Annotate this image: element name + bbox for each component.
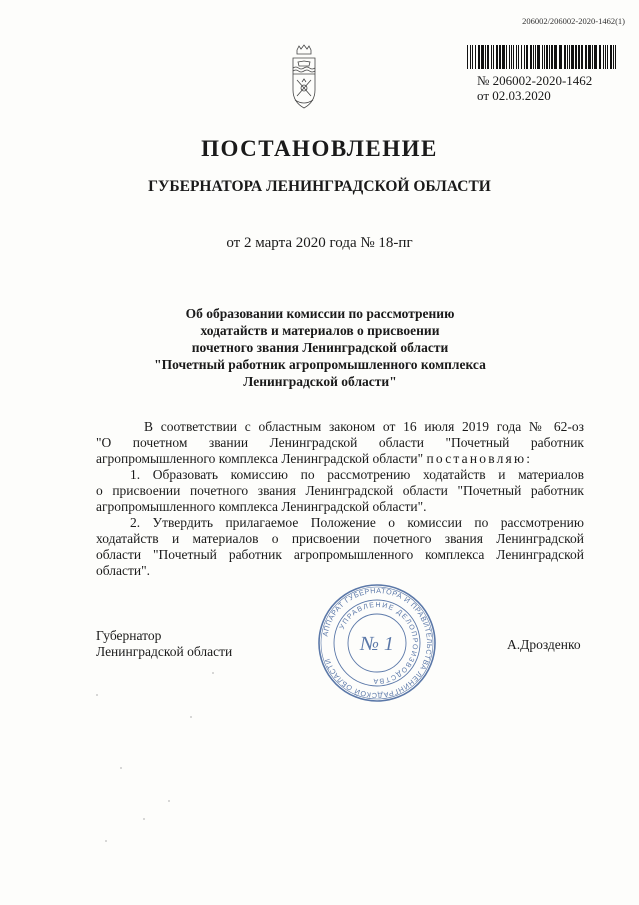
barcode-bar [578, 45, 580, 69]
barcode-bar [485, 45, 486, 69]
body-line: 2. Утвердить прилагаемое Положение о комиссии по рассмотрению [130, 515, 584, 530]
coat-of-arms-icon [285, 44, 323, 112]
barcode-bar [521, 45, 522, 69]
body-line: области". [96, 563, 151, 578]
barcode-bar [594, 45, 597, 69]
barcode-bar [564, 45, 566, 69]
barcode-bar [546, 45, 548, 69]
resolution-heading [140, 305, 500, 390]
barcode-bar [470, 45, 471, 69]
barcode-bar [569, 45, 570, 69]
body-line: ходатайств и материалов о присвоении почетного звания Ленинградской [96, 531, 584, 546]
body-line [96, 451, 584, 467]
heading-line: Ленинградской области" [243, 374, 397, 389]
document-subtitle: ГУБЕРНАТОРА ЛЕНИНГРАДСКОЙ ОБЛАСТИ [148, 178, 491, 195]
svg-text:АППАРАТ ГУБЕРНАТОРА И ПРАВИТЕЛ: АППАРАТ ГУБЕРНАТОРА И ПРАВИТЕЛЬСТВА ЛЕНИНГРАДСКОЙ ОБЛАСТИ [320, 585, 435, 701]
barcode-bar [585, 45, 587, 69]
barcode-bar [530, 45, 532, 69]
barcode-bar [491, 45, 492, 69]
barcode-bar [533, 45, 534, 69]
barcode-bar [475, 45, 476, 69]
barcode-bar [554, 45, 557, 69]
body-line: о присвоении почетного звания Ленинградской области "Почетный работник [96, 483, 584, 498]
barcode-bar [481, 45, 484, 69]
barcode-bar [615, 45, 616, 69]
barcode-bar [613, 45, 614, 69]
barcode-bar [571, 45, 574, 69]
body-line: "О почетном звании Ленинградской области "Почетный работник [96, 435, 584, 450]
barcode-bar [526, 45, 528, 69]
heading-line: "Почетный работник агропромышленного комплекса [154, 357, 486, 372]
barcode-bar [535, 45, 536, 69]
signatory-name: А.Дрозденко [507, 637, 581, 652]
barcode-bar [603, 45, 604, 69]
heading-line: почетного звания Ленинградской области [191, 340, 449, 355]
barcode-bar [537, 45, 540, 69]
barcode-bar [513, 45, 514, 69]
body-line: 1. Образовать комиссию по рассмотрению ходатайств и материалов [130, 467, 584, 482]
body-line: агропромышленного комплекса Ленинградской области". [96, 499, 427, 514]
barcode-bar [511, 45, 512, 69]
official-stamp [316, 582, 438, 704]
resolution-body [96, 419, 584, 579]
barcode-bar [549, 45, 550, 69]
barcode-bar [467, 45, 468, 69]
signatory-position [96, 628, 232, 660]
barcode-bar [551, 45, 553, 69]
barcode-bar [610, 45, 612, 69]
body-text: агропромышленного комплекса Ленинградской области" [96, 451, 424, 466]
heading-line: ходатайств и материалов о присвоении [200, 323, 440, 338]
registration-number: № 206002-2020-1462 [477, 73, 593, 88]
barcode-bar [493, 45, 494, 69]
barcode-bar [592, 45, 593, 69]
signatory-position-line: Губернатор [96, 628, 162, 643]
document-reference: 206002/206002-2020-1462(1) [522, 16, 625, 26]
barcode-bar [506, 45, 507, 69]
svg-text:УПРАВЛЕНИЕ ДЕЛОПРОИЗВОДСТВА: УПРАВЛЕНИЕ ДЕЛОПРОИЗВОДСТВА [338, 601, 419, 685]
body-line: В соответствии с областным законом от 16 июля 2019 года № 62-оз [144, 419, 584, 434]
barcode-bar [472, 45, 473, 69]
barcode-bar [599, 45, 601, 69]
barcode-bar [509, 45, 510, 69]
barcode-bar [499, 45, 501, 69]
barcode-bar [581, 45, 583, 69]
barcode-bar [542, 45, 543, 69]
heading-line: Об образовании комиссии по рассмотрению [185, 306, 455, 321]
barcode-bar [575, 45, 577, 69]
document-date-number: от 2 марта 2020 года № 18-пг [226, 235, 413, 251]
barcode-bar [516, 45, 517, 69]
decree-keyword: постановляю: [426, 451, 533, 466]
barcode-bar [544, 45, 545, 69]
barcode-bar [567, 45, 568, 69]
barcode-bar [607, 45, 608, 69]
barcode-bar [478, 45, 480, 69]
barcode-bar [588, 45, 591, 69]
barcode-bar [559, 45, 562, 69]
barcode-bar [496, 45, 498, 69]
registration-date: от 02.03.2020 [477, 88, 551, 103]
barcode-bar [605, 45, 606, 69]
barcode-icon [466, 45, 618, 69]
barcode-bar [487, 45, 489, 69]
document-title: ПОСТАНОВЛЕНИЕ [201, 136, 438, 161]
barcode-bar [502, 45, 505, 69]
barcode-bar [524, 45, 525, 69]
svg-text:№ 1: № 1 [360, 633, 394, 655]
body-line: области "Почетный работник агропромышленного комплекса Ленинградской [96, 547, 584, 562]
signatory-position-line: Ленинградской области [96, 644, 233, 659]
barcode-bar [518, 45, 519, 69]
